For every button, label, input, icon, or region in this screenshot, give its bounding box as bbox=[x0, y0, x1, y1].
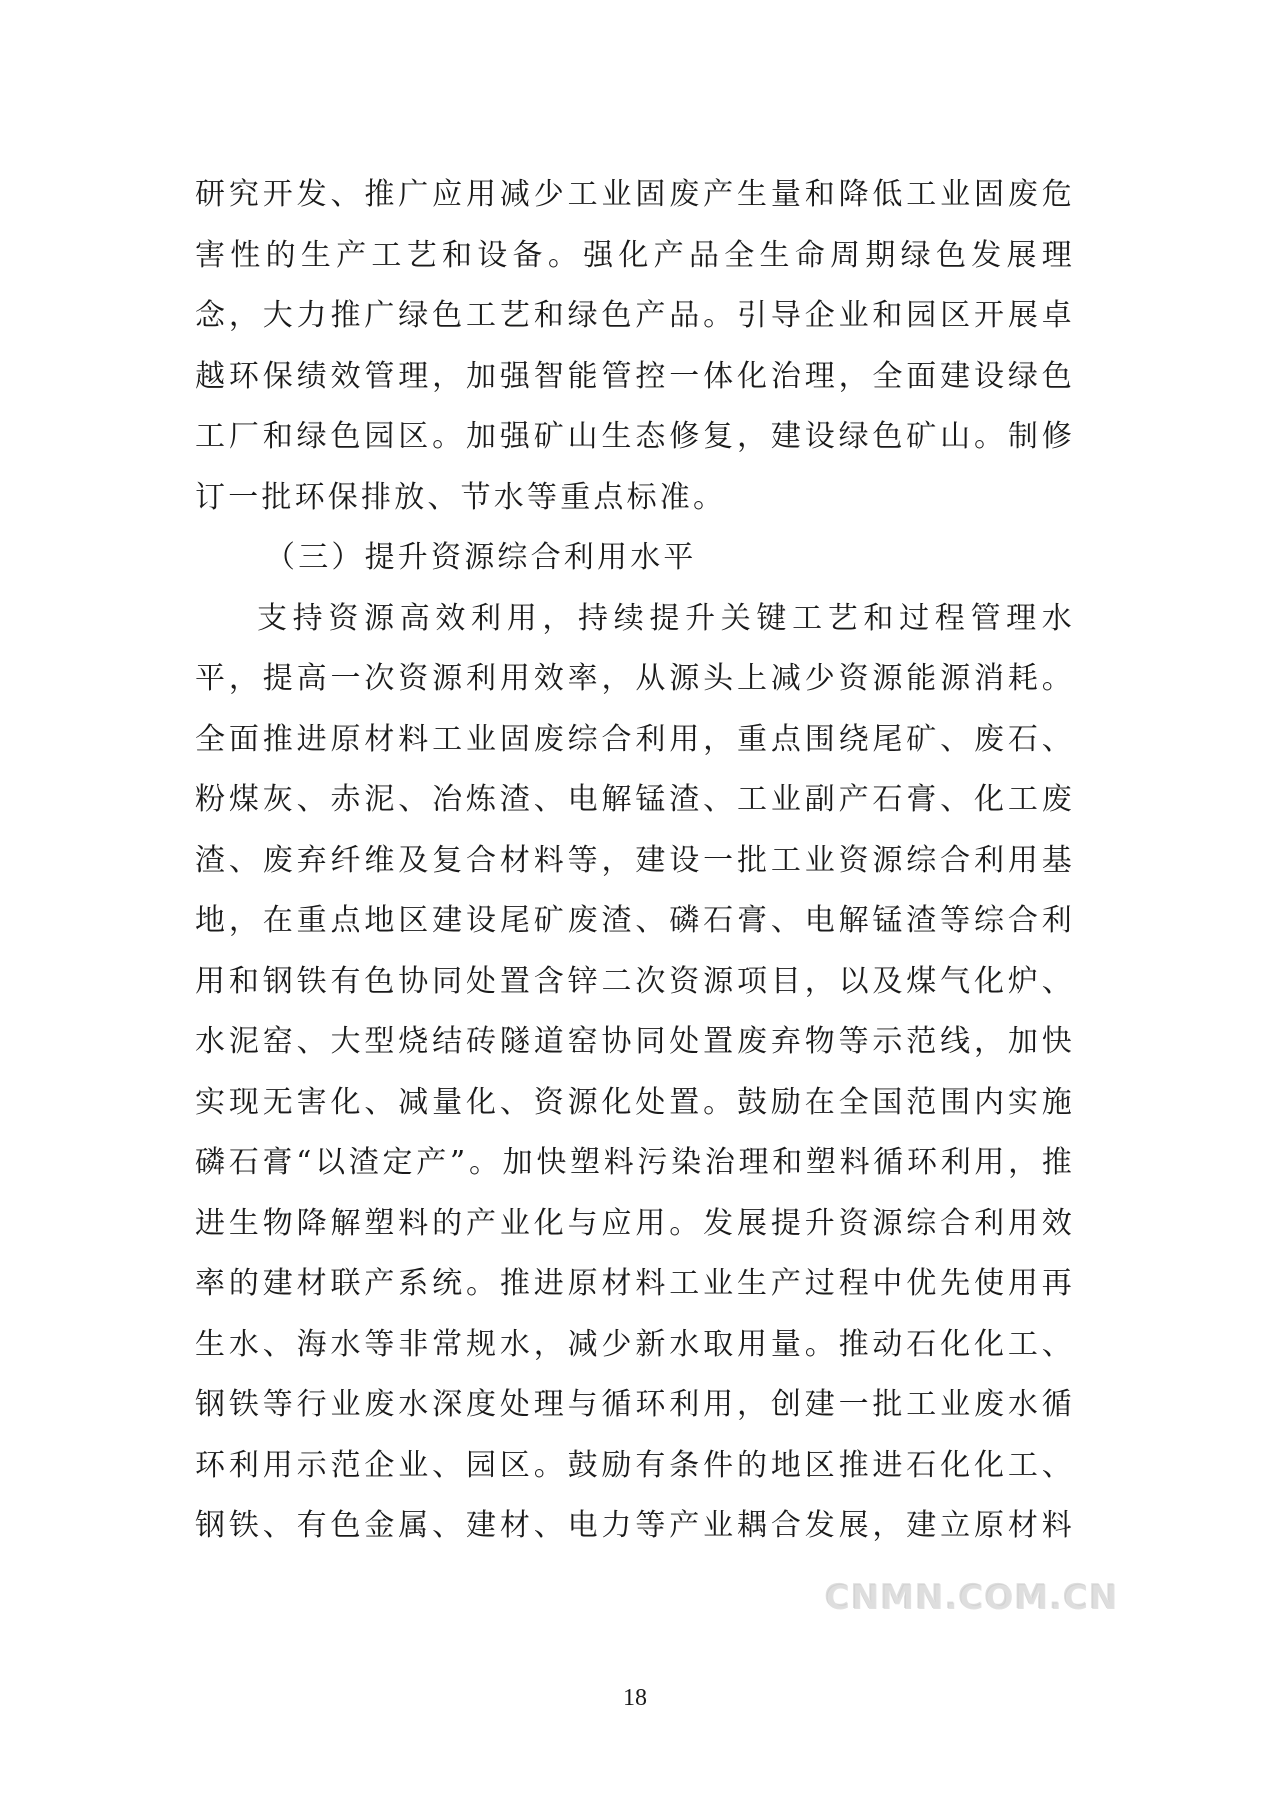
text-line: 平，提高一次资源利用效率，从源头上减少资源能源消耗。 bbox=[195, 661, 1075, 696]
text-line: 实现无害化、减量化、资源化处置。鼓励在全国范围内实施 bbox=[195, 1084, 1075, 1120]
page-number: 18 bbox=[623, 1685, 647, 1711]
text-line: 全面推进原材料工业固废综合利用，重点围绕尾矿、废石、 bbox=[195, 721, 1075, 757]
text-line: 钢铁、有色金属、建材、电力等产业耦合发展，建立原材料 bbox=[195, 1508, 1075, 1543]
text-line: 地，在重点地区建设尾矿废渣、磷石膏、电解锰渣等综合利 bbox=[195, 903, 1075, 938]
text-line: 念，大力推广绿色工艺和绿色产品。引导企业和园区开展卓 bbox=[195, 298, 1075, 333]
text-line: 进生物降解塑料的产业化与应用。发展提升资源综合利用效 bbox=[195, 1205, 1075, 1241]
text-line: 生水、海水等非常规水，减少新水取用量。推动石化化工、 bbox=[195, 1326, 1075, 1362]
text-line: 磷石膏“以渣定产”。加快塑料污染治理和塑料循环利用，推 bbox=[195, 1145, 1075, 1180]
body-text bbox=[195, 165, 1075, 1557]
text-line: 环利用示范企业、园区。鼓励有条件的地区推进石化化工、 bbox=[195, 1447, 1075, 1483]
text-line: 水泥窑、大型烧结砖隧道窑协同处置废弃物等示范线，加快 bbox=[195, 1024, 1075, 1059]
text-line: 率的建材联产系统。推进原材料工业生产过程中优先使用再 bbox=[195, 1266, 1075, 1301]
section-heading: （三）提升资源综合利用水平 bbox=[265, 540, 697, 575]
text-line: 支持资源高效利用，持续提升关键工艺和过程管理水 bbox=[257, 600, 1075, 636]
text-line: 订一批环保排放、节水等重点标准。 bbox=[195, 479, 727, 515]
text-line: 研究开发、推广应用减少工业固废产生量和降低工业固废危 bbox=[195, 177, 1075, 212]
text-line: 渣、废弃纤维及复合材料等，建设一批工业资源综合利用基 bbox=[195, 842, 1075, 878]
text-line: 粉煤灰、赤泥、冶炼渣、电解锰渣、工业副产石膏、化工废 bbox=[195, 782, 1075, 817]
text-line: 害性的生产工艺和设备。强化产品全生命周期绿色发展理 bbox=[195, 237, 1075, 273]
text-line: 用和钢铁有色协同处置含锌二次资源项目，以及煤气化炉、 bbox=[195, 963, 1075, 999]
watermark: CNMN.COM.CN bbox=[825, 1578, 1119, 1618]
text-line: 钢铁等行业废水深度处理与循环利用，创建一批工业废水循 bbox=[195, 1387, 1075, 1422]
text-line: 工厂和绿色园区。加强矿山生态修复，建设绿色矿山。制修 bbox=[195, 419, 1075, 454]
text-line: 越环保绩效管理，加强智能管控一体化治理，全面建设绿色 bbox=[195, 358, 1075, 394]
